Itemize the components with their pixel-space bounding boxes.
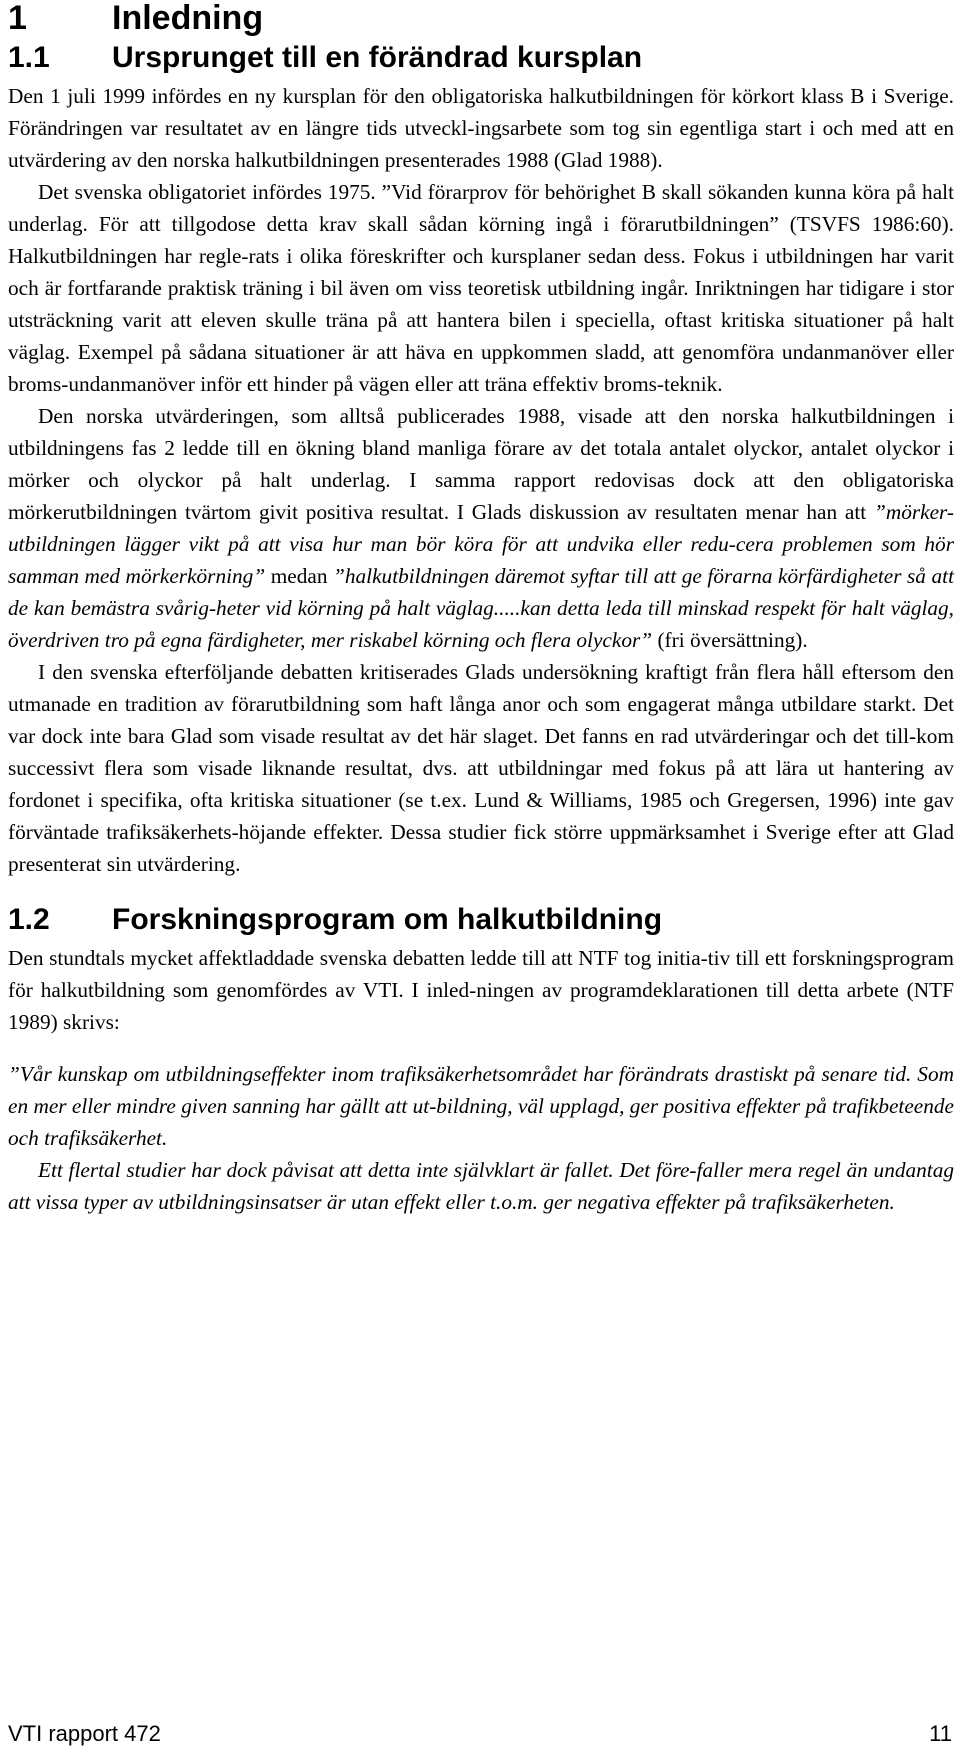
- section-number: 1.1: [8, 41, 50, 74]
- paragraph-3-text-1: Den norska utvärderingen, som alltså publicerades 1988, visade att den norska halkutbildningen i utbildningens fas 2 ledde till en ökning bland manliga förare av det totala antalet olyckor, antalet olyckor i mörker och olyckor på halt underlag. I samma rapport redovisas dock att den obligatoriska mörkerutbildningen tvärtom givit positiva resultat. I Glads diskussion av resultaten menar han att: [8, 404, 954, 524]
- quote-paragraph-1: ”Vår kunskap om utbildningseffekter inom trafiksäkerhetsområdet har förändrats drastiskt på senare tid. Som en mer eller mindre given sanning har gällt att ut-bildning, väl upplagd, ger positiva effekter på trafikbeteende och trafiksäkerhet.: [8, 1062, 954, 1150]
- paragraph-3-quote-1: ”mörker-utbildningen lägger vikt på att visa hur man bör köra för att undvika eller redu-cera problemen som hör samman med mörkerkörning”: [8, 500, 954, 588]
- section-number: 1.2: [8, 903, 50, 936]
- paragraph-5: Den stundtals mycket affektladdade svenska debatten ledde till att NTF tog initia-tiv till ett forskningsprogram för halkutbildning som genomfördes av VTI. I inled-ningen av programdeklarationen till detta arbete (NTF 1989) skrivs:: [8, 946, 954, 1034]
- paragraph-3-text-2: medan: [265, 564, 334, 588]
- document-page: [8, 0, 954, 1218]
- paragraph-3-quote-2: ”halkutbildningen däremot syftar till att ge förarna körfärdigheter så att de kan bemästra svårig-heter vid körning på halt väglag.....kan detta leda till minskad respekt för halt väglag, överdriven tro på egna färdigheter, mer riskabel körning och flera olyckor”: [8, 564, 954, 652]
- chapter-number: 1: [8, 0, 27, 37]
- section-title: Forskningsprogram om halkutbildning: [112, 903, 663, 936]
- block-quote: [8, 1058, 954, 1218]
- report-name: VTI rapport 472: [8, 1721, 161, 1746]
- page-footer: [8, 1719, 952, 1749]
- section-heading-1-1: [8, 40, 954, 76]
- paragraph-3: [8, 400, 954, 656]
- paragraph-3-text-3: (fri översättning).: [652, 628, 808, 652]
- quote-paragraph-2: Ett flertal studier har dock påvisat att detta inte självklart är fallet. Det före-faller mera regel än undantag att vissa typer av utbildningsinsatser är utan effekt eller t.o.m. ger negativa effekter på trafiksäkerheten.: [8, 1158, 954, 1214]
- section-heading-1-2: [8, 902, 954, 938]
- paragraph-4: I den svenska efterföljande debatten kritiserades Glads undersökning kraftigt från flera håll eftersom den utmanade en tradition av förarutbildning som haft långa anor och som engagerat många utbildare starkt. Det var dock inte bara Glad som visade resultat av det här slaget. Det fanns en rad utvärderingar och det till-kom successivt flera som visade liknande resultat, dvs. att utbildningar med fokus på att lära ut hantering av fordonet i specifika, ofta kritiska situationer (se t.ex. Lund & Williams, 1985 och Gregersen, 1996) inte gav förväntade trafiksäkerhets-höjande effekter. Dessa studier fick större uppmärksamhet i Sverige efter att Glad presenterat sin utvärdering.: [8, 660, 954, 876]
- section-title: Ursprunget till en förändrad kursplan: [112, 41, 643, 74]
- paragraph-2: Det svenska obligatoriet infördes 1975. ”Vid förarprov för behörighet B skall sökanden kunna köra på halt underlag. För att tillgodose detta krav skall sådan körning ingå i förarutbildningen” (TSVFS 1986:60). Halkutbildningen har regle-rats i olika föreskrifter och kursplaner sedan dess. Fokus i utbildningen har varit och är fortfarande praktisk träning i bil även om viss teoretisk utbildning ingår. Inriktningen har tidigare i stor utsträckning varit att eleven skulle träna på att hantera bilen i speciella, oftast kritiska situationer på halt väglag. Exempel på sådana situationer är att häva en uppkommen sladd, att genomföra undanmanöver eller broms-undanmanöver inför ett hinder på vägen eller att träna effektiv broms-teknik.: [8, 180, 954, 396]
- chapter-heading: [8, 0, 954, 36]
- paragraph-1: Den 1 juli 1999 infördes en ny kursplan för den obligatoriska halkutbildningen för körkort klass B i Sverige. Förändringen var resultatet av en längre tids utveckl-ingsarbete som tog sin egentliga start i och med att en utvärdering av den norska halkutbildningen presenterades 1988 (Glad 1988).: [8, 84, 954, 172]
- chapter-title: Inledning: [112, 0, 264, 37]
- page-number: 11: [929, 1721, 952, 1746]
